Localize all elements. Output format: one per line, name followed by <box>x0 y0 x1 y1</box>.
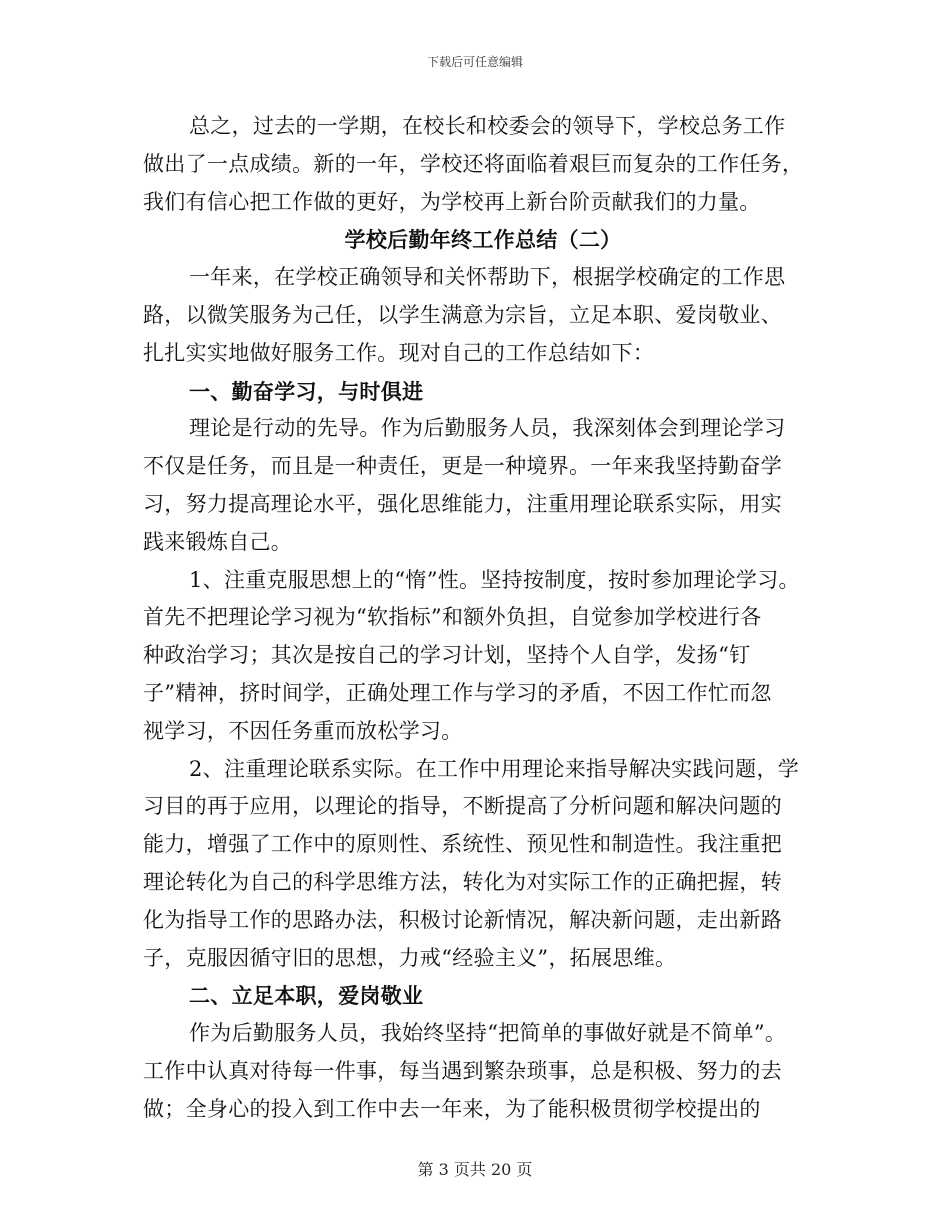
text-line: 习目的再于应用，以理论的指导，不断提高了分析问题和解决问题的 <box>143 794 782 819</box>
text-line: 首先不把理论学习视为“软指标”和额外负担，自觉参加学校进行各 <box>143 605 762 630</box>
text-line: 总之，过去的一学期，在校长和校委会的领导下，学校总务工作 <box>189 114 786 138</box>
text-line: 一年来，在学校正确领导和关怀帮助下，根据学校确定的工作思 <box>189 265 786 290</box>
text-line: 做出了一点成绩。新的一年，学校还将面临着艰巨而复杂的工作任务， <box>143 151 804 176</box>
text-line: 子”精神，挤时间学，正确处理工作与学习的矛盾，不因工作忙而忽 <box>143 680 772 705</box>
text-line: 子，克服因循守旧的思想，力戒“经验主义”，拓展思维。 <box>143 945 677 970</box>
text-line: 习，努力提高理论水平，强化思维能力，注重用理论联系实际，用实 <box>143 491 782 516</box>
text-line: 工作中认真对待每一件事，每当遇到繁杂琐事，总是积极、努力的去 <box>143 1058 782 1083</box>
text-line: 作为后勤服务人员，我始终坚持“把简单的事做好就是不简单”。 <box>189 1021 787 1046</box>
text-line: 路，以微笑服务为己任，以学生满意为宗旨，立足本职、爱岗敬业、 <box>143 302 782 327</box>
page-footer: 第 3 页共 20 页 <box>417 1160 533 1179</box>
text-line: 理论是行动的先导。作为后勤服务人员，我深刻体会到理论学习 <box>189 416 786 441</box>
text-line: 扎扎实实地做好服务工作。现对自己的工作总结如下： <box>143 340 655 365</box>
page-header: 下载后可任意编辑 <box>426 55 523 69</box>
text-line: 2、注重理论联系实际。在工作中用理论来指导解决实践问题，学 <box>189 756 800 781</box>
section-heading: 二、立足本职，爱岗敬业 <box>189 983 424 1009</box>
text-line: 1、注重克服思想上的“惰”性。坚持按制度，按时参加理论学习。 <box>189 567 800 592</box>
document-body <box>143 108 823 1129</box>
text-line: 化为指导工作的思路办法，积极讨论新情况，解决新问题，走出新路 <box>143 907 782 932</box>
text-line: 理论转化为自己的科学思维方法，转化为对实际工作的正确把握，转 <box>143 869 782 894</box>
section-title: 学校后勤年终工作总结（二） <box>344 227 622 253</box>
section-heading: 一、勤奋学习，与时俱进 <box>189 378 424 404</box>
text-line: 能力，增强了工作中的原则性、系统性、预见性和制造性。我注重把 <box>143 832 782 857</box>
text-line: 做；全身心的投入到工作中去一年来，为了能积极贯彻学校提出的 <box>143 1096 761 1121</box>
text-line: 践来锻炼自己。 <box>143 529 293 554</box>
text-line: 种政治学习；其次是按自己的学习计划，坚持个人自学，发扬“钉 <box>143 643 751 668</box>
text-line: 不仅是任务，而且是一种责任，更是一种境界。一年来我坚持勤奋学 <box>143 454 782 479</box>
text-line: 视学习，不因任务重而放松学习。 <box>143 718 463 743</box>
text-line: 我们有信心把工作做的更好，为学校再上新台阶贡献我们的力量。 <box>143 189 761 214</box>
